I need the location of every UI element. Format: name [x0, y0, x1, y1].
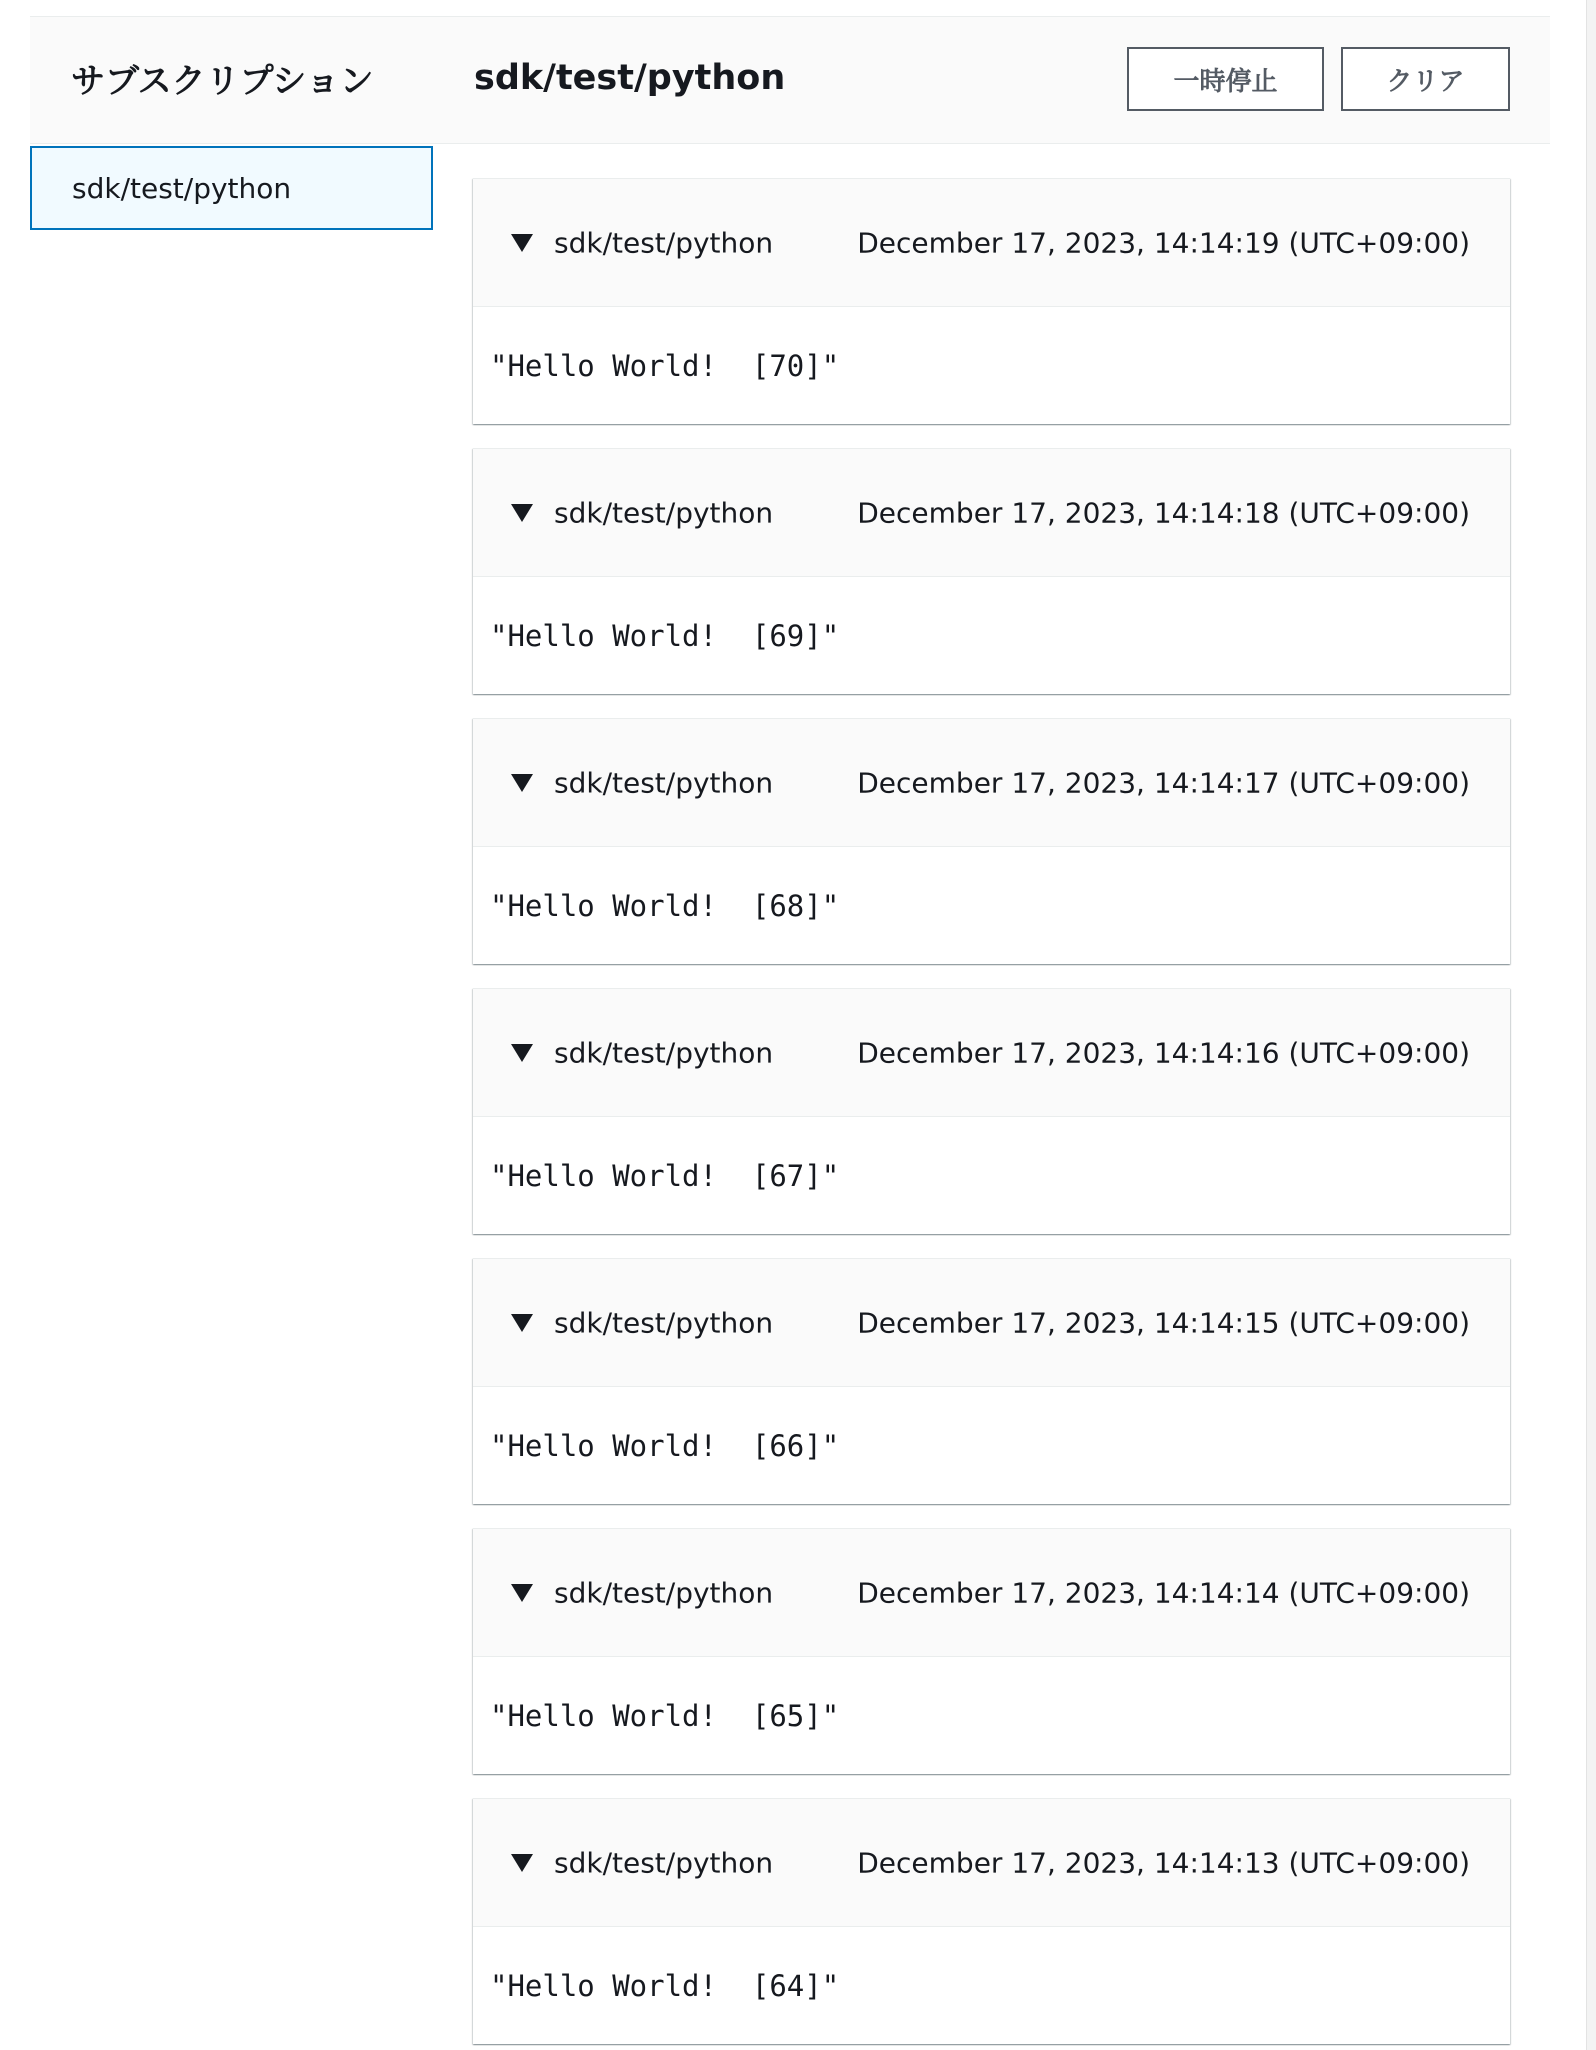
- message-card: [473, 1798, 1510, 2044]
- message-card: [473, 178, 1510, 424]
- message-card-header[interactable]: [473, 449, 1510, 577]
- message-card-header[interactable]: [473, 179, 1510, 307]
- message-payload: "Hello World! [68]": [490, 889, 840, 923]
- message-payload: "Hello World! [67]": [490, 1159, 840, 1193]
- pause-button[interactable]: 一時停止: [1127, 47, 1324, 111]
- message-payload: "Hello World! [70]": [490, 349, 840, 383]
- message-card-header[interactable]: [473, 1259, 1510, 1387]
- message-card: [473, 718, 1510, 964]
- message-timestamp: December 17, 2023, 14:14:19 (UTC+09:00): [857, 226, 1470, 259]
- message-card: [473, 1258, 1510, 1504]
- clear-button[interactable]: クリア: [1341, 47, 1510, 111]
- message-payload: "Hello World! [64]": [490, 1969, 840, 2003]
- message-topic: sdk/test/python: [554, 1036, 774, 1069]
- message-card: [473, 448, 1510, 694]
- selected-topic-title: sdk/test/python: [474, 58, 786, 98]
- caret-down-icon: [511, 234, 533, 252]
- message-timestamp: December 17, 2023, 14:14:14 (UTC+09:00): [857, 1576, 1470, 1609]
- message-payload: "Hello World! [65]": [490, 1699, 840, 1733]
- sidebar-item-subscription[interactable]: sdk/test/python: [30, 146, 433, 230]
- caret-down-icon: [511, 1854, 533, 1872]
- message-timestamp: December 17, 2023, 14:14:13 (UTC+09:00): [857, 1846, 1470, 1879]
- message-topic: sdk/test/python: [554, 766, 774, 799]
- message-topic: sdk/test/python: [554, 1846, 774, 1879]
- message-payload: "Hello World! [69]": [490, 619, 840, 653]
- message-list: [473, 178, 1510, 2050]
- message-timestamp: December 17, 2023, 14:14:17 (UTC+09:00): [857, 766, 1470, 799]
- message-card-header[interactable]: [473, 989, 1510, 1117]
- message-card: [473, 1528, 1510, 1774]
- message-card-header[interactable]: [473, 719, 1510, 847]
- message-card-header[interactable]: [473, 1799, 1510, 1927]
- caret-down-icon: [511, 774, 533, 792]
- message-timestamp: December 17, 2023, 14:14:16 (UTC+09:00): [857, 1036, 1470, 1069]
- message-topic: sdk/test/python: [554, 226, 774, 259]
- caret-down-icon: [511, 1044, 533, 1062]
- message-topic: sdk/test/python: [554, 1306, 774, 1339]
- caret-down-icon: [511, 504, 533, 522]
- scrollbar[interactable]: [1586, 0, 1596, 2050]
- message-timestamp: December 17, 2023, 14:14:18 (UTC+09:00): [857, 496, 1470, 529]
- message-card: [473, 988, 1510, 1234]
- message-topic: sdk/test/python: [554, 496, 774, 529]
- message-timestamp: December 17, 2023, 14:14:15 (UTC+09:00): [857, 1306, 1470, 1339]
- message-payload: "Hello World! [66]": [490, 1429, 840, 1463]
- subscriptions-heading: サブスクリプション: [71, 61, 374, 102]
- caret-down-icon: [511, 1314, 533, 1332]
- caret-down-icon: [511, 1584, 533, 1602]
- message-topic: sdk/test/python: [554, 1576, 774, 1609]
- message-card-header[interactable]: [473, 1529, 1510, 1657]
